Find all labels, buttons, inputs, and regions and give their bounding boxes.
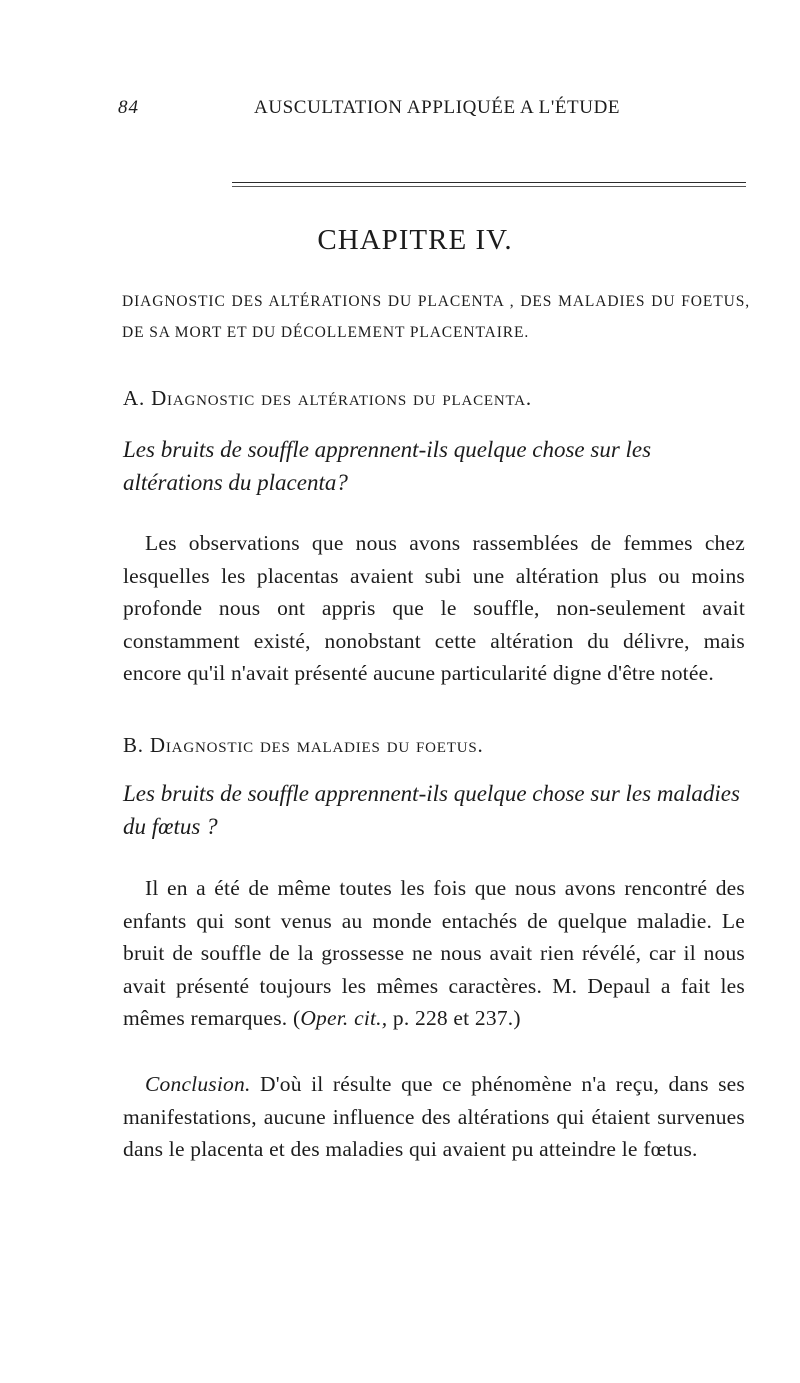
- conclusion-paragraph: [123, 1068, 745, 1166]
- conclusion-text: D'où il résulte que ce phénomène n'a reçu, dans ses manifestations, aucune influence des altérations qui étaient survenues dans le placenta et des maladies qui avaient pu atteindre le fœtus.: [123, 1072, 745, 1161]
- section-a-question: Les bruits de souffle apprennent-ils quelque chose sur les altérations du placenta?: [123, 437, 652, 495]
- section-b-title: Diagnostic des maladies du foetus.: [149, 733, 484, 757]
- section-a-letter: A.: [123, 386, 152, 410]
- header-rule: [232, 182, 746, 183]
- citation: Oper. cit.,: [300, 1006, 388, 1030]
- section-b-paragraph: [123, 872, 745, 1035]
- section-a-paragraph: [123, 527, 745, 690]
- chapter-subtitle: DIAGNOSTIC DES ALTÉRATIONS DU PLACENTA , DES MALADIES DU FOETUS, DE SA MORT ET DU DÉCOLLEMENT PLACENTAIRE.: [122, 293, 750, 341]
- chapter-title: CHAPITRE IV.: [317, 224, 513, 256]
- page-number: 84: [118, 97, 139, 118]
- section-a-heading: [123, 386, 532, 411]
- running-header: [0, 97, 800, 127]
- section-b-letter: B.: [123, 733, 150, 757]
- section-b-paragraph-end: p. 228 et 237.): [387, 1006, 521, 1030]
- running-title: AUSCULTATION APPLIQUÉE A L'ÉTUDE: [254, 97, 621, 118]
- header-rule-secondary: [232, 186, 746, 187]
- section-a-paragraph-text: Les observations que nous avons rassemblées de femmes chez lesquelles les placentas avaient subi une altération plus ou moins profonde nous ont appris que le souffle, non-seulement avait constamment existé, nonobstant cette altération du délivre, mais encore qu'il n'avait présenté aucune particularité digne d'être notée.: [123, 531, 745, 685]
- section-b-heading: [123, 733, 484, 758]
- conclusion-label: Conclusion.: [145, 1072, 251, 1096]
- section-a-title: Diagnostic des altérations du placenta.: [151, 386, 532, 410]
- section-b-paragraph-text: Il en a été de même toutes les fois que nous avons rencontré des enfants qui sont venus au monde entachés de quelque maladie. Le bruit de souffle de la grossesse ne nous avait rien révélé, car il nous avait présenté toujours les mêmes caractères. M. Depaul a fait les mêmes remarques. (: [123, 876, 745, 1030]
- section-b-question: Les bruits de souffle apprennent-ils quelque chose sur les maladies du fœtus ?: [123, 781, 740, 839]
